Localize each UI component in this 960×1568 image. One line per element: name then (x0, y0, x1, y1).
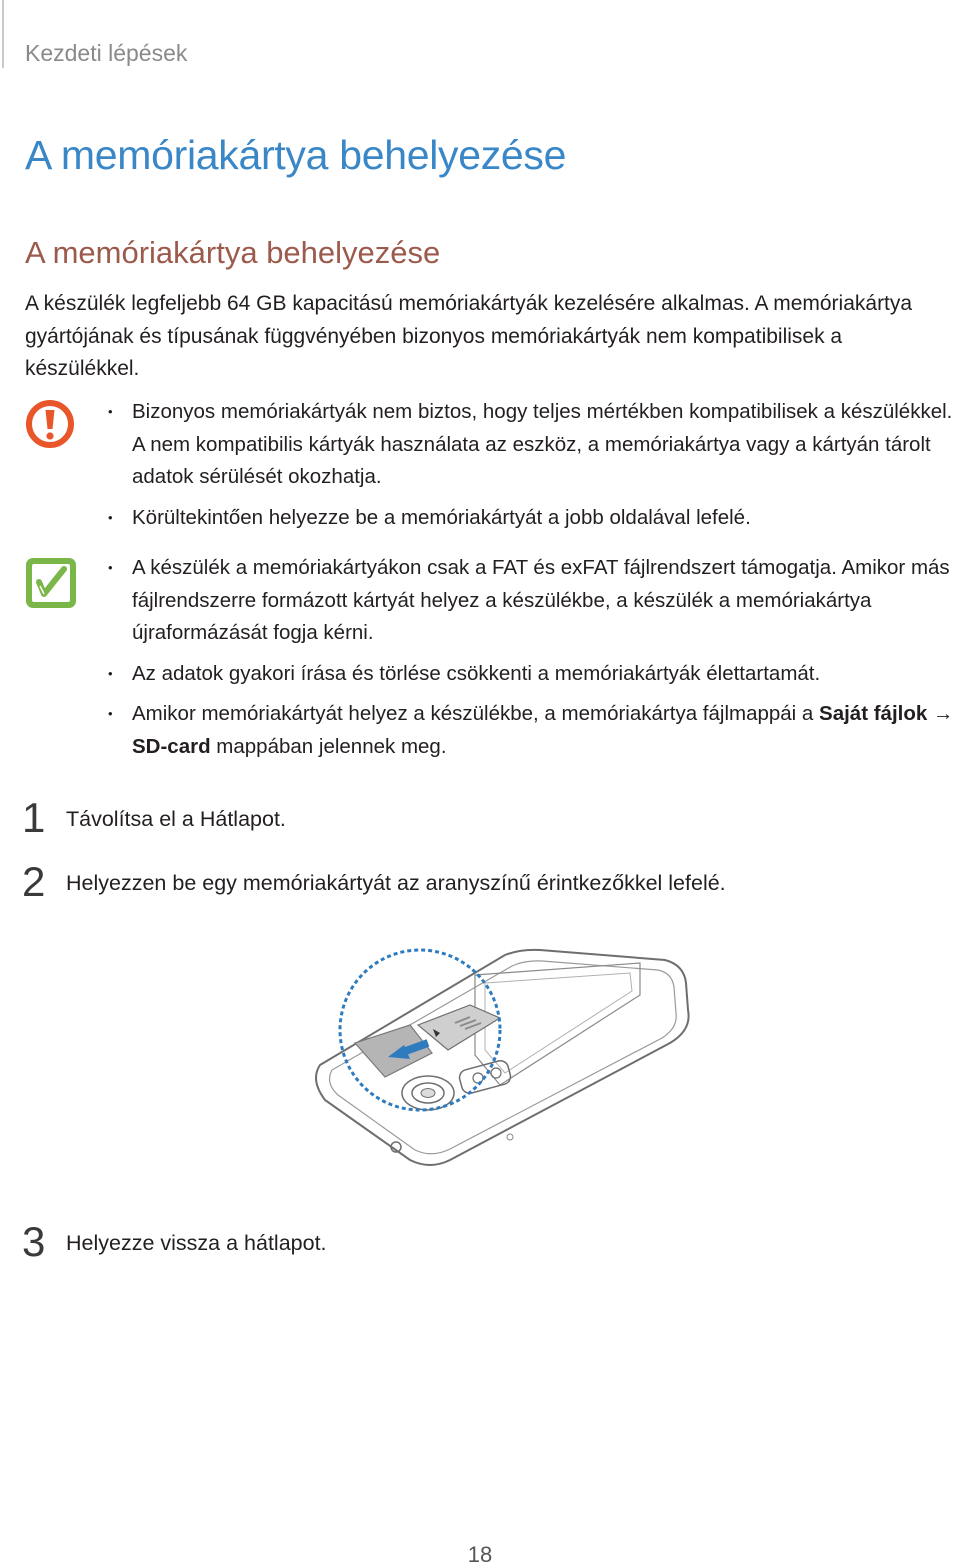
warning-item: • Körültekintően helyezze be a memóriakártyát a jobb oldalával lefelé. (108, 502, 958, 535)
page-number: 18 (467, 1542, 493, 1567)
note-text: mappában jelennek meg. (210, 734, 447, 758)
page-title: A memóriakártya behelyezése (25, 132, 567, 178)
path-arrow: → (927, 702, 954, 725)
warning-list (108, 396, 958, 542)
section-header: Kezdeti lépések (25, 40, 188, 66)
intro-paragraph: A készülék legfeljebb 64 GB kapacitású memóriakártyák kezelésére alkalmas. A memóriakártya gyártójának és típusának függvényében bizonyos memóriakártyák nem kompatibilisek a készülékkel. (25, 292, 913, 380)
step-text: Helyezze vissza a hátlapot. (66, 1231, 327, 1255)
note-icon (24, 556, 80, 612)
warning-item: • Bizonyos memóriakártyák nem biztos, hogy teljes mértékben kompatibilisek a készülékkel. A nem kompatibilis kártyák használata az eszköz, a memóriakártya vagy a kártyán tárolt adatok sérülését okozhatja. (108, 396, 958, 494)
memory-card-insertion-illustration (300, 925, 700, 1175)
note-list (108, 552, 958, 771)
step-number: 1 (22, 794, 46, 841)
folder-name-my-files: Saját fájlok (819, 702, 928, 725)
step-text: Helyezzen be egy memóriakártyát az aranyszínű érintkezőkkel lefelé. (66, 871, 726, 895)
note-item: • Az adatok gyakori írása és törlése csökkenti a memóriakártyák élettartamát. (108, 658, 958, 691)
note-item (108, 698, 958, 763)
section-subtitle: A memóriakártya behelyezése (25, 235, 441, 270)
folder-name-sd-card: SD-card (132, 734, 211, 758)
note-item: • A készülék a memóriakártyákon csak a FAT és exFAT fájlrendszert támogatja. Amikor más fájlrendszerre formázott kártyát helyez a készülékbe, a készülék a memóriakártya újraformázását fogja kérni. (108, 552, 958, 650)
step-number: 2 (22, 858, 46, 905)
warning-icon (24, 398, 80, 454)
left-margin-rule (2, 0, 4, 68)
note-text: Amikor memóriakártyát helyez a készülékbe, a memóriakártya fájlmappái a (132, 702, 820, 725)
step-text: Távolítsa el a Hátlapot. (66, 807, 286, 831)
step-number: 3 (22, 1218, 46, 1265)
